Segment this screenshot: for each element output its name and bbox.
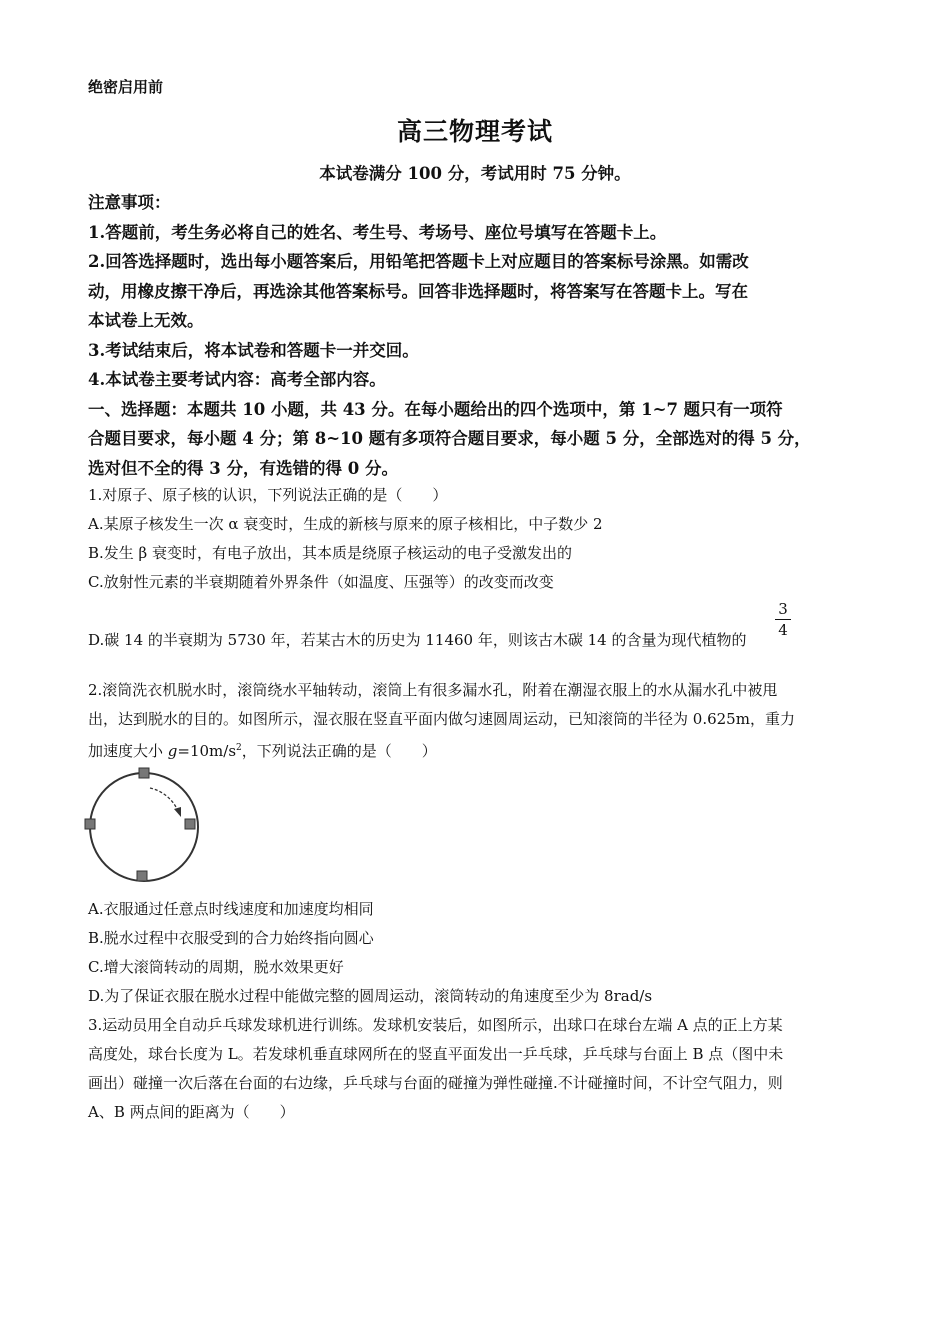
clothes-bottom [137,871,147,881]
fraction-denominator: 4 [778,621,788,639]
superscript: 2 [236,743,242,753]
question-2-options [88,895,868,1127]
note-line: 3.考试结束后，将本试卷和答题卡一并交回。 [88,340,419,360]
exam-title: 高三物理考试 [396,117,553,146]
section-heading-line: 合题目要求，每小题 4 分；第 8~10 题有多项符合题目要求，每小题 5 分，全部选对的得 5 分， [88,429,811,448]
question-2-option-b: B.脱水过程中衣服受到的合力始终指向圆心 [88,929,374,947]
note-line: 本试卷上无效。 [88,311,204,330]
arrow-head-icon [174,807,181,817]
question-2-option-c: C.增大滚筒转动的周期，脱水效果更好 [88,958,344,976]
drum-circle [90,773,198,881]
question-1-option-a: A.某原子核发生一次 α 衰变时，生成的新核与原来的原子核相比，中子数少 2 [88,515,603,533]
rotation-arrow [150,788,178,811]
question-2-option-a: A.衣服通过任意点时线速度和加速度均相同 [88,900,374,918]
gravity-symbol: g [167,742,178,760]
question-1-option-c: C.放射性元素的半衰期随着外界条件（如温度、压强等）的改变而改变 [88,573,554,591]
section-heading-line: 选对但不全的得 3 分，有选错的得 0 分。 [88,458,398,478]
question-2-line: 出，达到脱水的目的。如图所示，湿衣服在竖直平面内做匀速圆周运动，已知滚筒的半径为 0.625m，重力 [88,710,795,728]
question-2-option-d: D.为了保证衣服在脱水过程中能做完整的圆周运动，滚筒转动的角速度至少为 8rad/s [88,987,653,1005]
question-2-text: 加速度大小 [88,742,168,760]
note-line: 动，用橡皮擦干净后，再选涂其他答案标号。回答非选择题时，将答案写在答题卡上。写在 [88,281,748,301]
notes-section [88,188,868,483]
question-1-option-b: B.发生 β 衰变时，有电子放出，其本质是绕原子核运动的电子受激发出的 [88,544,573,562]
question-3-line: 高度处，球台长度为 L。若发球机垂直球网所在的竖直平面发出一乒乓球，乒乓球与台面上 B 点（图中未 [88,1045,784,1063]
question-1-stem: 1.对原子、原子核的认识，下列说法正确的是（ ） [88,486,448,504]
note-line: 2.回答选择题时，选出每小题答案后，用铅笔把答题卡上对应题目的答案标号涂黑。如需改 [88,252,749,271]
clothes-left [85,819,95,829]
question-2 [88,676,868,766]
drum-diagram [82,767,208,885]
question-1-option-d: D.碳 14 的半衰期为 5730 年，若某古木的历史为 11460 年，则该古木碳 14 的含量为现代植物的 [88,631,747,649]
fraction-three-quarters [775,600,791,639]
notes-heading: 注意事项： [88,193,171,212]
note-line: 4.本试卷主要考试内容：高考全部内容。 [88,370,386,389]
question-3-line: A、B 两点间的距离为（ ） [88,1103,295,1121]
section-heading-line: 一、选择题：本题共 10 小题，共 43 分。在每小题给出的四个选项中，第 1~7 题只有一项符 [88,399,783,419]
question-1 [88,481,868,597]
question-2-line [88,734,868,766]
exam-subtitle: 本试卷满分 100 分，考试用时 75 分钟。 [319,164,631,183]
question-2-line: 2.滚筒洗衣机脱水时，滚筒绕水平轴转动，滚筒上有很多漏水孔，附着在潮湿衣服上的水从漏水孔中被甩 [88,681,778,699]
fraction-numerator: 3 [778,600,788,618]
question-3-line: 3.运动员用全自动乒乓球发球机进行训练。发球机安装后，如图所示，出球口在球台左端 A 点的正上方某 [88,1016,783,1034]
question-3-line: 画出）碰撞一次后落在台面的右边缘，乒乓球与台面的碰撞为弹性碰撞.不计碰撞时间，不计空气阻力，则 [88,1074,783,1092]
clothes-top [139,768,149,778]
fraction-bar [775,619,791,620]
question-2-text: ，下列说法正确的是（ ） [241,742,437,760]
note-line: 1.答题前，考生务必将自己的姓名、考生号、考场号、座位号填写在答题卡上。 [88,222,667,242]
confidential-label: 绝密启用前 [88,78,164,96]
gravity-value: =10m/s [177,742,237,760]
clothes-right [185,819,195,829]
